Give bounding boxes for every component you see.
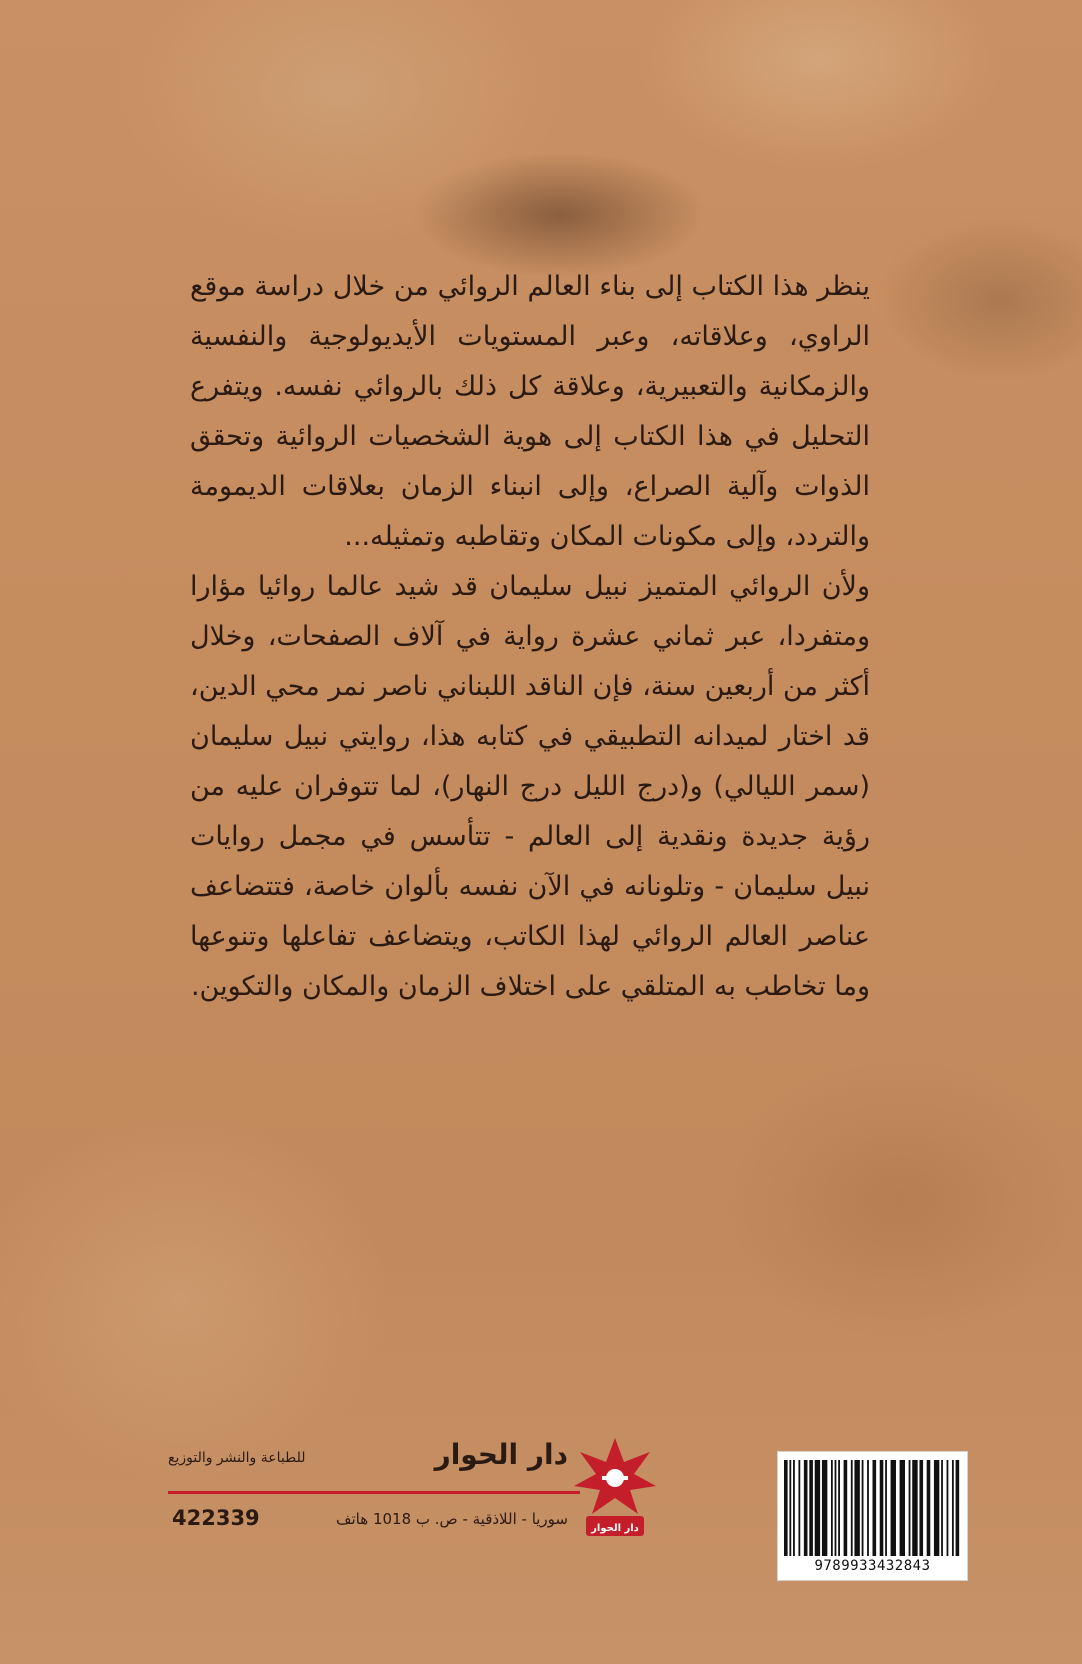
barcode-bar [909,1460,911,1556]
barcode-bar [912,1460,917,1556]
barcode-bar [815,1460,820,1556]
barcode-bar [854,1460,859,1556]
barcode-bar [793,1460,795,1556]
blurb-paragraph-1: ينظر هذا الكتاب إلى بناء العالم الروائي من خلال دراسة موقع الراوي، وعلاقاته، وعبر المستويات الأيديولوجية والنفسية والزمكانية والتعبيرية، وعلاقة كل ذلك بالروائي نفسه. ويتفرع التحليل في هذا الكتاب إلى هوية الشخصيات الروائية وتحقق الذوات وآلية الصراع، وإلى انبناء الزمان بعلاقات الديمومة والتردد، وإلى مكونات المكان وتقاطبه وتمثيله... [190,271,870,552]
barcode-bar [880,1460,884,1556]
barcode-bar [952,1460,954,1556]
barcode-bar [873,1460,877,1556]
publisher-name: دار الحوار [434,1438,568,1471]
barcode-bar [862,1460,864,1556]
barcode-bar [835,1460,837,1556]
blurb-text [190,262,870,1012]
barcode-bar [822,1460,827,1556]
publisher-phone: 422339 [172,1506,260,1530]
barcode-bar [941,1460,943,1556]
isbn-number: 9789933432843 [814,1558,931,1574]
barcode-bar [927,1460,931,1556]
barcode-bar [784,1460,788,1556]
barcode-bar [851,1460,853,1556]
imprint-divider [168,1491,580,1494]
publisher-logo-icon [572,1436,658,1542]
barcode-bar [838,1460,840,1556]
barcode-bar [891,1460,896,1556]
logo-text: دار الحوار [591,1523,639,1534]
barcode-bar [798,1460,800,1556]
barcode-bar [804,1460,808,1556]
publisher-address: سوريا - اللاذقية - ص. ب 1018 هاتف [335,1510,568,1528]
publisher-imprint [168,1434,580,1554]
barcode-bar [919,1460,923,1556]
barcode-bar [789,1460,791,1556]
barcode-bar [831,1460,833,1556]
publisher-tagline: للطباعة والنشر والتوزيع [168,1450,306,1466]
barcode-bar [956,1460,960,1556]
barcode-bar [885,1460,887,1556]
barcode-bar [844,1460,848,1556]
blurb-paragraph-2: ولأن الروائي المتميز نبيل سليمان قد شيد عالما روائيا مؤارا ومتفردا، عبر ثماني عشرة رواية في آلاف الصفحات، وخلال أكثر من أربعين سنة، فإن الناقد اللبناني ناصر نمر محي الدين، قد اختار لميدانه التطبيقي في كتابه هذا، روايتي نبيل سليمان (سمر الليالي) و(درج الليل درج النهار)، لما تتوفران عليه من رؤية جديدة ونقدية إلى العالم - تتأسس في مجمل روايات نبيل سليمان - وتلونانه في الآن نفسه بألوان خاصة، فتتضاعف عناصر العالم الروائي لهذا الكاتب، ويتضاعف تفاعلها وتنوعها وما تخاطب به المتلقي على اختلاف الزمان والمكان والتكوين. [190,571,870,1002]
barcode-bar [934,1460,939,1556]
barcode-bars [784,1460,961,1556]
isbn-barcode [777,1451,968,1581]
barcode-bar [809,1460,813,1556]
barcode-bar [900,1460,905,1556]
barcode-bar [947,1460,949,1556]
barcode-bar [867,1460,869,1556]
